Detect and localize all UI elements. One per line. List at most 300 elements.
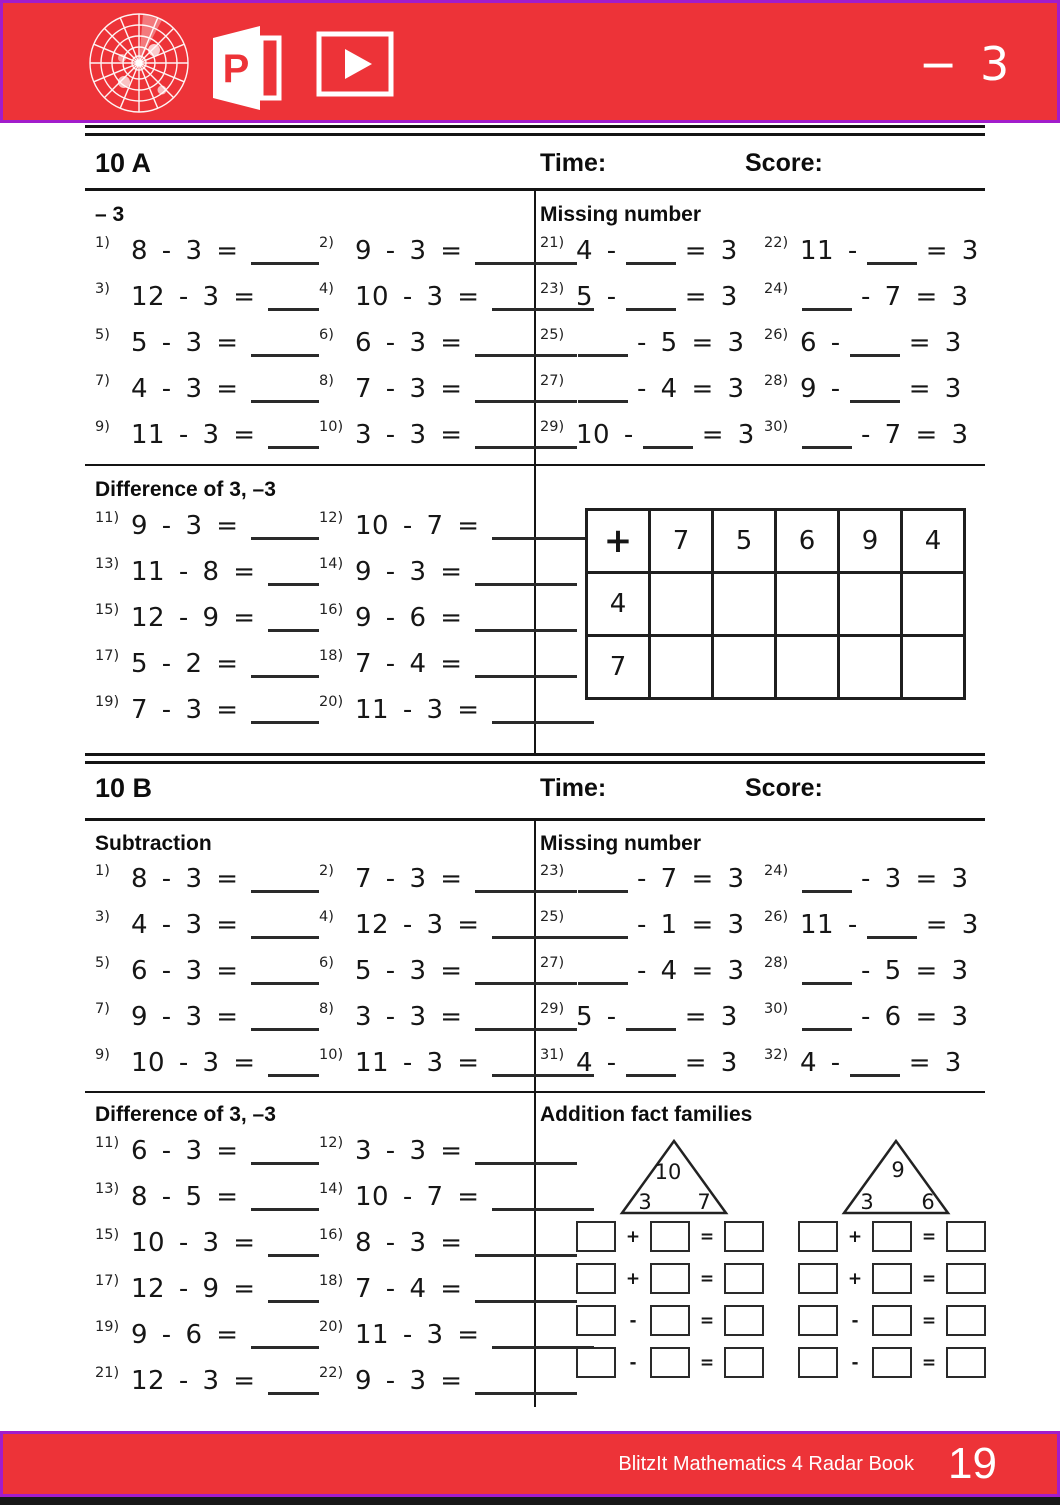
answer-blank — [626, 262, 676, 265]
fact-box — [576, 1221, 616, 1252]
problem-number: 18) — [319, 648, 344, 664]
fact-family-rows-2 — [798, 1221, 986, 1389]
problem-expression: 4 - — [576, 236, 617, 266]
fact-box — [724, 1347, 764, 1378]
problem-expression: 9 - 3 = — [131, 1002, 239, 1032]
time-label-10b: Time: — [540, 774, 607, 802]
problem-number: 22) — [319, 1365, 344, 1381]
problem — [764, 994, 985, 1040]
equals-sign: = — [921, 1352, 937, 1373]
problem — [319, 1312, 594, 1358]
problem-number: 15) — [95, 1227, 120, 1243]
answer-blank — [578, 936, 628, 939]
problem-number: 14) — [319, 1181, 344, 1197]
rule-mid-10a — [85, 464, 985, 466]
problem — [540, 320, 764, 366]
problem-expression: 11 - 3 = — [355, 1048, 480, 1078]
answer-blank — [251, 675, 319, 678]
powerpoint-icon[interactable] — [213, 25, 285, 111]
problem-expression: 4 - 3 = — [131, 910, 239, 940]
problem — [540, 228, 764, 274]
page-number: 19 — [948, 1439, 997, 1488]
problem-expression: 9 - — [800, 374, 841, 404]
problem-expression: 10 - 3 = — [131, 1228, 256, 1258]
svg-text:10: 10 — [654, 1160, 682, 1184]
problem — [319, 1266, 594, 1312]
problem-expression: 12 - 3 = — [131, 1366, 256, 1396]
answer-blank — [475, 1162, 577, 1165]
problem-number: 27) — [540, 955, 565, 971]
fact-family-row — [798, 1221, 986, 1252]
fact-box — [872, 1221, 912, 1252]
problem — [319, 641, 594, 687]
problem — [764, 902, 985, 948]
problem-number: 17) — [95, 1273, 120, 1289]
operator-sign: + — [625, 1226, 641, 1247]
problem-expression: 9 - 3 = — [355, 1366, 463, 1396]
answer-blank — [475, 675, 577, 678]
problem-expression: 9 - 3 = — [131, 511, 239, 541]
problem-number: 28) — [764, 373, 789, 389]
problem-expression: 9 - 3 = — [355, 236, 463, 266]
answer-blank — [802, 446, 852, 449]
problem-number: 28) — [764, 955, 789, 971]
problem-number: 18) — [319, 1273, 344, 1289]
answer-blank — [626, 308, 676, 311]
problem-expression: 6 - 3 = — [355, 328, 463, 358]
problem-number: 12) — [319, 1135, 344, 1151]
book-title: BlitzIt Mathematics 4 Radar Book — [618, 1452, 915, 1475]
problem-expression: = 3 — [684, 1002, 738, 1032]
answer-blank — [626, 1028, 676, 1031]
svg-text:P: P — [222, 47, 250, 91]
problem-expression: = 3 — [908, 328, 962, 358]
operator-sign: - — [851, 1310, 859, 1331]
problem-expression: 6 - 3 = — [131, 1136, 239, 1166]
section-10a-title: 10 A — [95, 148, 152, 178]
problem — [95, 1040, 319, 1086]
answer-blank — [802, 308, 852, 311]
problem-expression: 12 - 9 = — [131, 603, 256, 633]
problem — [764, 856, 985, 902]
header-band — [0, 0, 1060, 123]
answer-blank — [492, 721, 594, 724]
problem — [319, 1358, 594, 1404]
equals-sign: = — [921, 1310, 937, 1331]
svg-text:3: 3 — [638, 1190, 652, 1214]
problem-number: 9) — [95, 419, 110, 435]
footer-band — [0, 1431, 1060, 1497]
problem-expression: 12 - 3 = — [131, 282, 256, 312]
problem-expression: 5 - 3 = — [131, 328, 239, 358]
problem — [319, 1220, 594, 1266]
problem — [95, 503, 319, 549]
problem-number: 21) — [540, 235, 565, 251]
problem — [95, 1358, 319, 1404]
answer-blank — [251, 537, 319, 540]
problem-number: 7) — [95, 1001, 110, 1017]
heading-10b-subtraction: Subtraction — [95, 832, 212, 855]
answer-blank — [251, 1028, 319, 1031]
problem — [95, 1312, 319, 1358]
problem — [95, 412, 319, 458]
svg-text:7: 7 — [697, 1190, 711, 1214]
problem-number: 11) — [95, 510, 120, 526]
table-answer-cell — [776, 636, 839, 699]
problem — [95, 948, 319, 994]
problem-number: 24) — [764, 863, 789, 879]
answer-blank — [268, 446, 319, 449]
problem — [95, 687, 319, 733]
problem-expression: 6 - 3 = — [131, 956, 239, 986]
table-answer-cell — [650, 573, 713, 636]
problem-expression: - 7 = 3 — [861, 420, 969, 450]
fact-box — [724, 1221, 764, 1252]
problem-number: 25) — [540, 909, 565, 925]
problem — [95, 641, 319, 687]
fact-box — [946, 1305, 986, 1336]
problem-number: 1) — [95, 863, 110, 879]
fact-family-row — [576, 1347, 764, 1378]
operator-sign: + — [847, 1226, 863, 1247]
operator-sign: - — [629, 1310, 637, 1331]
problem — [540, 948, 764, 994]
fact-family-row — [798, 1305, 986, 1336]
problem — [319, 503, 594, 549]
problem-number: 11) — [95, 1135, 120, 1151]
score-label-10a: Score: — [745, 149, 823, 177]
problem-number: 20) — [319, 694, 344, 710]
table-operator-cell: + — [587, 510, 650, 573]
answer-blank — [867, 936, 917, 939]
fact-box — [576, 1347, 616, 1378]
problem-expression: 6 - — [800, 328, 841, 358]
problem-expression: 5 - 3 = — [355, 956, 463, 986]
problem-number: 13) — [95, 1181, 120, 1197]
problem-expression: 5 - — [576, 282, 617, 312]
problem — [319, 1128, 594, 1174]
problem — [95, 366, 319, 412]
fact-box — [650, 1263, 690, 1294]
topic-badge: − 3 — [918, 37, 1014, 91]
fact-family-row — [798, 1263, 986, 1294]
answer-blank — [802, 890, 852, 893]
heading-10b-missing: Missing number — [540, 832, 702, 855]
problem — [764, 366, 985, 412]
fact-triangle-1 — [618, 1137, 730, 1217]
problem-expression: 11 - 3 = — [355, 1320, 480, 1350]
equals-sign: = — [699, 1226, 715, 1247]
problem-number: 23) — [540, 863, 565, 879]
problem — [95, 856, 319, 902]
problem-expression: = 3 — [908, 374, 962, 404]
answer-blank — [578, 400, 628, 403]
problem-number: 3) — [95, 909, 110, 925]
problem-expression: 11 - 3 = — [355, 695, 480, 725]
rule-mid-10b — [85, 1091, 985, 1093]
answer-blank — [251, 262, 319, 265]
table-answer-cell — [839, 636, 902, 699]
problem-expression: 3 - 3 = — [355, 420, 463, 450]
problem — [540, 994, 764, 1040]
answer-blank — [802, 1028, 852, 1031]
operator-sign: + — [625, 1268, 641, 1289]
problem-expression: = 3 — [925, 910, 979, 940]
problem — [764, 320, 985, 366]
problem-number: 16) — [319, 602, 344, 618]
problem — [95, 320, 319, 366]
problem — [95, 595, 319, 641]
problem-expression: = 3 — [908, 1048, 962, 1078]
problem — [319, 595, 594, 641]
fact-box — [576, 1305, 616, 1336]
problem-number: 5) — [95, 327, 110, 343]
problem-expression: 12 - 9 = — [131, 1274, 256, 1304]
problem-expression: 9 - 3 = — [355, 557, 463, 587]
problem-expression: 10 - 7 = — [355, 511, 480, 541]
problem-expression: 7 - 3 = — [355, 374, 463, 404]
fact-box — [946, 1347, 986, 1378]
problem — [764, 948, 985, 994]
problem-number: 20) — [319, 1319, 344, 1335]
svg-text:6: 6 — [921, 1190, 935, 1214]
answer-blank — [475, 1254, 577, 1257]
problem — [95, 1220, 319, 1266]
problem-expression: - 1 = 3 — [637, 910, 745, 940]
problem — [319, 549, 594, 595]
problem-expression: = 3 — [925, 236, 979, 266]
problem-number: 2) — [319, 235, 334, 251]
fact-box — [576, 1263, 616, 1294]
heading-10a-diff: Difference of 3, –3 — [95, 478, 276, 501]
problem-expression: 5 - 2 = — [131, 649, 239, 679]
answer-blank — [492, 1208, 594, 1211]
problem — [95, 228, 319, 274]
fact-box — [724, 1305, 764, 1336]
problem-expression: 11 - — [800, 910, 858, 940]
fact-family-rows-1 — [576, 1221, 764, 1389]
answer-blank — [643, 446, 693, 449]
table-column-header: 5 — [713, 510, 776, 573]
problem — [764, 274, 985, 320]
answer-blank — [251, 1346, 319, 1349]
problem-number: 8) — [319, 1001, 334, 1017]
problem-expression: 10 - — [576, 420, 634, 450]
table-answer-cell — [713, 573, 776, 636]
fact-family-row — [576, 1305, 764, 1336]
problem-number: 26) — [764, 327, 789, 343]
fact-family-row — [798, 1347, 986, 1378]
answer-blank — [251, 400, 319, 403]
problem — [540, 902, 764, 948]
problem — [540, 412, 764, 458]
fact-family-row — [576, 1221, 764, 1252]
answer-blank — [268, 308, 319, 311]
problem-number: 14) — [319, 556, 344, 572]
problem-expression: - 5 = 3 — [637, 328, 745, 358]
problems-10a-missing — [540, 228, 985, 458]
fact-box — [798, 1305, 838, 1336]
problem-expression: - 6 = 3 — [861, 1002, 969, 1032]
equals-sign: = — [699, 1352, 715, 1373]
problem-number: 31) — [540, 1047, 565, 1063]
fact-box — [872, 1305, 912, 1336]
problem-number: 6) — [319, 327, 334, 343]
radar-logo-icon — [86, 10, 192, 116]
problem-number: 17) — [95, 648, 120, 664]
answer-blank — [492, 537, 594, 540]
page-bottom-strip — [0, 1497, 1060, 1505]
table-column-header: 6 — [776, 510, 839, 573]
answer-blank — [850, 1074, 900, 1077]
problem-number: 4) — [319, 909, 334, 925]
answer-blank — [268, 629, 319, 632]
problem-number: 30) — [764, 419, 789, 435]
table-column-header: 7 — [650, 510, 713, 573]
problem-expression: - 4 = 3 — [637, 956, 745, 986]
answer-blank — [867, 262, 917, 265]
video-play-icon[interactable] — [316, 31, 394, 97]
equals-sign: = — [921, 1226, 937, 1247]
answer-blank — [475, 1392, 577, 1395]
problem-number: 15) — [95, 602, 120, 618]
equals-sign: = — [699, 1310, 715, 1331]
problem-expression: = 3 — [701, 420, 755, 450]
heading-10b-diff: Difference of 3, –3 — [95, 1103, 276, 1126]
section-10b-title: 10 B — [95, 773, 153, 803]
score-label-10b: Score: — [745, 774, 823, 802]
problem-number: 1) — [95, 235, 110, 251]
operator-sign: + — [847, 1268, 863, 1289]
problem — [95, 274, 319, 320]
problem-number: 2) — [319, 863, 334, 879]
problem — [319, 687, 594, 733]
answer-blank — [475, 629, 577, 632]
heading-fact-families: Addition fact families — [540, 1103, 753, 1126]
equals-sign: = — [921, 1268, 937, 1289]
problem-expression: 4 - — [800, 1048, 841, 1078]
svg-text:3: 3 — [860, 1190, 874, 1214]
table-answer-cell — [776, 573, 839, 636]
problem-expression: = 3 — [684, 282, 738, 312]
problem — [319, 1174, 594, 1220]
problem-expression: 5 - — [576, 1002, 617, 1032]
problem — [95, 549, 319, 595]
problem-number: 13) — [95, 556, 120, 572]
fact-box — [946, 1263, 986, 1294]
problem-number: 19) — [95, 1319, 120, 1335]
problem-number: 32) — [764, 1047, 789, 1063]
problem-number: 12) — [319, 510, 344, 526]
problem-expression: 9 - 6 = — [355, 603, 463, 633]
problem-expression: 4 - — [576, 1048, 617, 1078]
problem-expression: 10 - 3 = — [131, 1048, 256, 1078]
heading-10a-minus3: – 3 — [95, 203, 125, 226]
problems-10b-missing — [540, 856, 985, 1086]
answer-blank — [578, 890, 628, 893]
problem-number: 8) — [319, 373, 334, 389]
answer-blank — [251, 890, 319, 893]
answer-blank — [251, 982, 319, 985]
problems-10b-diff — [95, 1128, 533, 1404]
table-answer-cell — [902, 573, 965, 636]
problem-expression: 7 - 4 = — [355, 649, 463, 679]
problem-expression: - 4 = 3 — [637, 374, 745, 404]
fact-box — [872, 1263, 912, 1294]
double-rule-top — [85, 125, 985, 136]
problem-expression: 7 - 3 = — [355, 864, 463, 894]
problem-number: 3) — [95, 281, 110, 297]
fact-box — [798, 1221, 838, 1252]
answer-blank — [268, 1300, 319, 1303]
table-answer-cell — [902, 636, 965, 699]
problem-expression: 12 - 3 = — [355, 910, 480, 940]
answer-blank — [850, 354, 900, 357]
problem-number: 19) — [95, 694, 120, 710]
table-answer-cell — [839, 573, 902, 636]
problem — [95, 1266, 319, 1312]
problem-number: 26) — [764, 909, 789, 925]
fact-box — [946, 1221, 986, 1252]
problem — [540, 274, 764, 320]
problem-number: 24) — [764, 281, 789, 297]
problems-10b-subtraction — [95, 856, 533, 1086]
time-label-10a: Time: — [540, 149, 607, 177]
problem-expression: 11 - — [800, 236, 858, 266]
problem-expression: 3 - 3 = — [355, 1136, 463, 1166]
addition-grid-table — [585, 508, 966, 700]
table-column-header: 9 — [839, 510, 902, 573]
fact-box — [798, 1263, 838, 1294]
fact-box — [650, 1347, 690, 1378]
answer-blank — [578, 354, 628, 357]
problem — [764, 412, 985, 458]
table-row — [587, 573, 965, 636]
answer-blank — [268, 1392, 319, 1395]
equals-sign: = — [699, 1268, 715, 1289]
problem — [95, 902, 319, 948]
heading-10a-missing: Missing number — [540, 203, 702, 226]
problem-number: 25) — [540, 327, 565, 343]
problem-expression: 8 - 3 = — [355, 1228, 463, 1258]
problems-10a-minus3 — [95, 228, 533, 458]
problem-number: 10) — [319, 1047, 344, 1063]
problem-number: 7) — [95, 373, 110, 389]
problem-expression: 10 - 3 = — [355, 282, 480, 312]
problem-number: 4) — [319, 281, 334, 297]
problems-10a-diff — [95, 503, 533, 733]
problem-number: 6) — [319, 955, 334, 971]
answer-blank — [475, 583, 577, 586]
answer-blank — [850, 400, 900, 403]
fact-box — [724, 1263, 764, 1294]
problem — [95, 994, 319, 1040]
problem-expression: = 3 — [684, 236, 738, 266]
answer-blank — [578, 982, 628, 985]
answer-blank — [268, 1074, 319, 1077]
problem-number: 21) — [95, 1365, 120, 1381]
answer-blank — [251, 721, 319, 724]
svg-text:9: 9 — [891, 1158, 905, 1182]
problem-expression: 8 - 3 = — [131, 864, 239, 894]
table-answer-cell — [650, 636, 713, 699]
answer-blank — [802, 982, 852, 985]
answer-blank — [268, 583, 319, 586]
operator-sign: - — [629, 1352, 637, 1373]
problem-number: 29) — [540, 419, 565, 435]
answer-blank — [268, 1254, 319, 1257]
problem — [764, 228, 985, 274]
